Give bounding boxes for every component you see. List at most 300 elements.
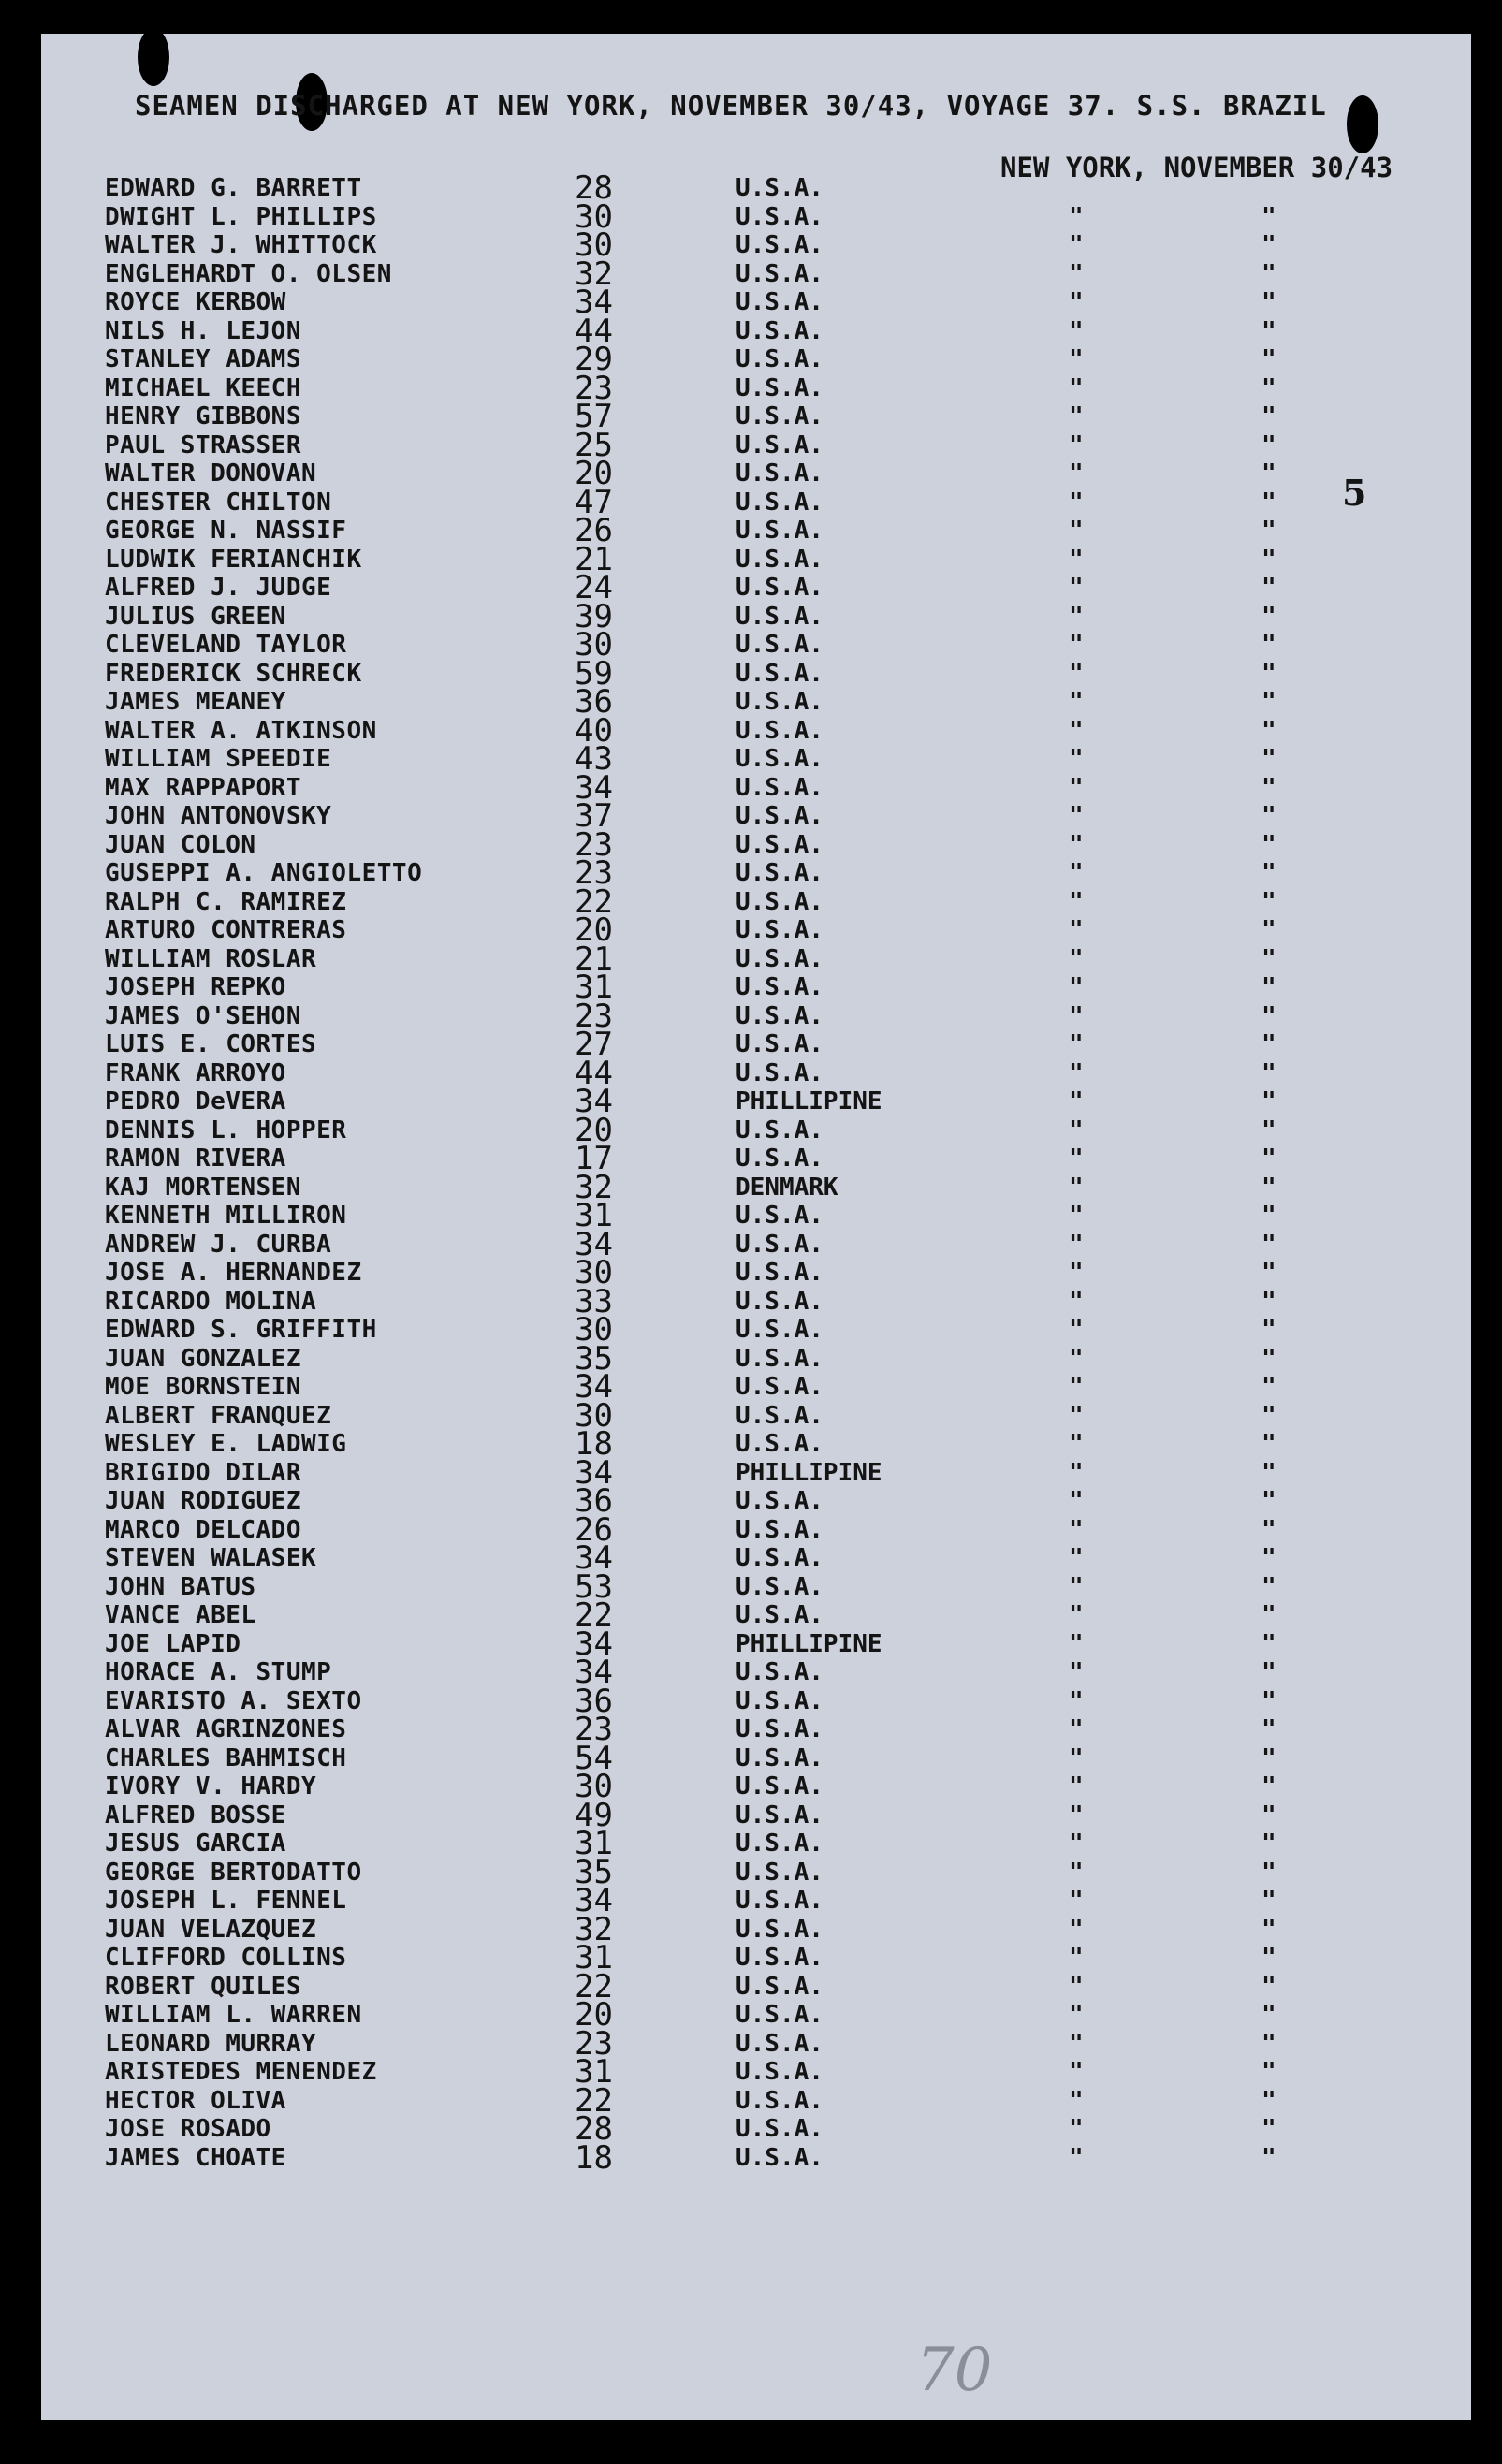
seaman-nationality: U.S.A. — [736, 688, 824, 716]
ditto-mark-place: " — [1069, 1658, 1084, 1686]
seaman-nationality: U.S.A. — [736, 1316, 824, 1344]
seaman-age: 22 — [575, 2081, 613, 2120]
document-page — [41, 34, 1471, 2420]
seaman-name: RAMON RIVERA — [105, 1145, 286, 1173]
seaman-name: JULIUS GREEN — [105, 602, 286, 631]
seaman-age: 36 — [575, 1482, 613, 1520]
ditto-mark-date: " — [1261, 430, 1276, 459]
seaman-age: 20 — [575, 455, 613, 492]
seaman-age: 31 — [575, 2053, 613, 2091]
ditto-mark-date: " — [1261, 1658, 1276, 1686]
seaman-nationality: U.S.A. — [736, 1030, 824, 1058]
seaman-nationality: U.S.A. — [736, 1344, 824, 1373]
ditto-mark-place: " — [1069, 944, 1084, 973]
ditto-mark-place: " — [1069, 1686, 1084, 1715]
ditto-mark-date: " — [1261, 602, 1276, 631]
ditto-mark-place: " — [1069, 2086, 1084, 2115]
seaman-name: JOSE A. HERNANDEZ — [105, 1259, 362, 1287]
seaman-age: 23 — [575, 997, 613, 1035]
seaman-nationality: U.S.A. — [736, 1915, 824, 1944]
ditto-mark-place: " — [1069, 1058, 1084, 1087]
ditto-mark-date: " — [1261, 459, 1276, 488]
ditto-mark-place: " — [1069, 916, 1084, 944]
seaman-name: HECTOR OLIVA — [105, 2086, 286, 2115]
ditto-mark-date: " — [1261, 1858, 1276, 1887]
ditto-mark-place: " — [1069, 602, 1084, 631]
punch-hole — [1347, 95, 1378, 153]
seaman-name: KENNETH MILLIRON — [105, 1202, 347, 1230]
seaman-age: 34 — [575, 1368, 613, 1406]
list-item — [41, 1026, 1471, 1063]
list-item — [41, 825, 1471, 864]
list-item — [41, 1768, 1471, 1805]
seaman-nationality: U.S.A. — [736, 1887, 824, 1915]
seaman-name: EVARISTO A. SEXTO — [105, 1686, 362, 1715]
seaman-name: WALTER J. WHITTOCK — [105, 231, 377, 259]
ditto-mark-place: " — [1069, 545, 1084, 574]
seaman-name: JUAN VELAZQUEZ — [105, 1915, 317, 1944]
seaman-age: 22 — [575, 882, 613, 921]
seaman-nationality: PHILLIPINE — [736, 1458, 882, 1487]
ditto-mark-place: " — [1069, 1544, 1084, 1572]
seaman-age: 30 — [575, 626, 613, 663]
seaman-nationality: U.S.A. — [736, 944, 824, 973]
seaman-nationality: U.S.A. — [736, 259, 824, 288]
list-item — [41, 226, 1471, 264]
seaman-nationality: U.S.A. — [736, 345, 824, 373]
handwritten-number: 70 — [916, 2336, 993, 2405]
seaman-age: 28 — [575, 2110, 613, 2148]
seaman-age: 34 — [575, 284, 613, 321]
seaman-name: ALVAR AGRINZONES — [105, 1715, 347, 1743]
seaman-nationality: U.S.A. — [736, 1715, 824, 1743]
seaman-nationality: U.S.A. — [736, 2086, 824, 2115]
ditto-mark-place: " — [1069, 1145, 1084, 1173]
list-item — [41, 1225, 1471, 1263]
seaman-nationality: U.S.A. — [736, 459, 824, 488]
list-item — [41, 1197, 1471, 1234]
list-item — [41, 398, 1471, 435]
seaman-age: 17 — [575, 1140, 613, 1177]
seaman-age: 18 — [575, 1425, 613, 1463]
seaman-name: STANLEY ADAMS — [105, 345, 301, 373]
ditto-mark-date: " — [1261, 1259, 1276, 1287]
ditto-mark-date: " — [1261, 1629, 1276, 1658]
seaman-name: JOSEPH L. FENNEL — [105, 1887, 347, 1915]
seaman-nationality: U.S.A. — [736, 659, 824, 688]
seaman-age: 31 — [575, 1939, 613, 1976]
seaman-age: 20 — [575, 1111, 613, 1149]
seaman-age: 32 — [575, 1910, 613, 1948]
list-item — [41, 197, 1471, 236]
list-item — [41, 1796, 1471, 1834]
ditto-mark-date: " — [1261, 1458, 1276, 1487]
ditto-mark-date: " — [1261, 1373, 1276, 1401]
list-item — [41, 1711, 1471, 1748]
ditto-mark-date: " — [1261, 2086, 1276, 2115]
seaman-nationality: PHILLIPINE — [736, 1087, 882, 1115]
ditto-mark-date: " — [1261, 1001, 1276, 1030]
seaman-nationality: U.S.A. — [736, 1972, 824, 2001]
ditto-mark-date: " — [1261, 1801, 1276, 1830]
seaman-nationality: U.S.A. — [736, 716, 824, 745]
seaman-nationality: PHILLIPINE — [736, 1629, 882, 1658]
ditto-mark-place: " — [1069, 1344, 1084, 1373]
ditto-mark-place: " — [1069, 459, 1084, 488]
seaman-nationality: U.S.A. — [736, 2058, 824, 2086]
ditto-mark-date: " — [1261, 1058, 1276, 1087]
ditto-mark-place: " — [1069, 1629, 1084, 1658]
list-item — [41, 997, 1471, 1035]
ditto-mark-date: " — [1261, 1030, 1276, 1058]
list-item — [41, 911, 1471, 949]
seaman-name: STEVEN WALASEK — [105, 1544, 317, 1572]
list-item — [41, 740, 1471, 778]
seaman-nationality: U.S.A. — [736, 2143, 824, 2172]
seamen-list — [41, 169, 1471, 2177]
seaman-age: 43 — [575, 740, 613, 778]
seaman-age: 57 — [575, 398, 613, 435]
ditto-mark-date: " — [1261, 1915, 1276, 1944]
seaman-name: NILS H. LEJON — [105, 316, 301, 345]
ditto-mark-date: " — [1261, 1544, 1276, 1572]
ditto-mark-place: " — [1069, 1830, 1084, 1858]
seaman-age: 26 — [575, 512, 613, 549]
seaman-nationality: U.S.A. — [736, 1858, 824, 1887]
seaman-name: GEORGE BERTODATTO — [105, 1858, 362, 1887]
seaman-name: WALTER A. ATKINSON — [105, 716, 377, 745]
ditto-mark-date: " — [1261, 1344, 1276, 1373]
seaman-name: JESUS GARCIA — [105, 1830, 286, 1858]
list-item — [41, 597, 1471, 635]
seaman-name: IVORY V. HARDY — [105, 1772, 317, 1801]
seaman-name: CLEVELAND TAYLOR — [105, 631, 347, 659]
ditto-mark-date: " — [1261, 1230, 1276, 1259]
ditto-mark-date: " — [1261, 745, 1276, 773]
list-item — [41, 1853, 1471, 1891]
seaman-nationality: U.S.A. — [736, 231, 824, 259]
list-item — [41, 1510, 1471, 1549]
seaman-name: ALBERT FRANQUEZ — [105, 1401, 332, 1430]
seaman-name: BRIGIDO DILAR — [105, 1458, 301, 1487]
seaman-nationality: U.S.A. — [736, 2029, 824, 2058]
seaman-name: ARTURO CONTRERAS — [105, 916, 347, 944]
seaman-nationality: U.S.A. — [736, 773, 824, 802]
seaman-age: 21 — [575, 940, 613, 978]
ditto-mark-date: " — [1261, 517, 1276, 545]
ditto-mark-date: " — [1261, 2058, 1276, 2086]
ditto-mark-date: " — [1261, 259, 1276, 288]
seaman-name: MOE BORNSTEIN — [105, 1373, 301, 1401]
ditto-mark-place: " — [1069, 430, 1084, 459]
seaman-name: WESLEY E. LADWIG — [105, 1430, 347, 1458]
seaman-nationality: U.S.A. — [736, 1287, 824, 1316]
ditto-mark-place: " — [1069, 887, 1084, 916]
seaman-name: JUAN COLON — [105, 830, 256, 859]
seaman-nationality: U.S.A. — [736, 1401, 824, 1430]
ditto-mark-place: " — [1069, 1915, 1084, 1944]
seaman-name: JOSE ROSADO — [105, 2115, 271, 2143]
list-item — [41, 768, 1471, 807]
seaman-age: 34 — [575, 768, 613, 807]
seaman-age: 26 — [575, 1510, 613, 1549]
seaman-nationality: U.S.A. — [736, 430, 824, 459]
ditto-mark-place: " — [1069, 1515, 1084, 1544]
seaman-age: 20 — [575, 1996, 613, 2034]
seaman-name: LUDWIK FERIANCHIK — [105, 545, 362, 574]
list-item — [41, 483, 1471, 521]
list-item — [41, 1625, 1471, 1663]
ditto-mark-place: " — [1069, 1373, 1084, 1401]
list-item — [41, 969, 1471, 1006]
seaman-name: EDWARD S. GRIFFITH — [105, 1316, 377, 1344]
seaman-nationality: U.S.A. — [736, 288, 824, 316]
ditto-mark-date: " — [1261, 1316, 1276, 1344]
seaman-name: MICHAEL KEECH — [105, 373, 301, 402]
list-item — [41, 312, 1471, 350]
list-item — [41, 369, 1471, 407]
seaman-age: 31 — [575, 969, 613, 1006]
ditto-mark-place: " — [1069, 1715, 1084, 1743]
ditto-mark-date: " — [1261, 1287, 1276, 1316]
ditto-mark-date: " — [1261, 288, 1276, 316]
seaman-age: 20 — [575, 911, 613, 949]
list-item — [41, 1339, 1471, 1378]
seaman-nationality: U.S.A. — [736, 574, 824, 602]
seaman-nationality: U.S.A. — [736, 2001, 824, 2029]
list-item — [41, 1254, 1471, 1291]
seaman-nationality: U.S.A. — [736, 1601, 824, 1629]
ditto-mark-place: " — [1069, 1030, 1084, 1058]
seaman-nationality: U.S.A. — [736, 1743, 824, 1772]
ditto-mark-date: " — [1261, 1173, 1276, 1202]
ditto-mark-place: " — [1069, 517, 1084, 545]
seaman-nationality: U.S.A. — [736, 2115, 824, 2143]
seaman-age: 34 — [575, 1625, 613, 1663]
seaman-age: 36 — [575, 1682, 613, 1720]
list-item — [41, 1654, 1471, 1691]
ditto-mark-date: " — [1261, 316, 1276, 345]
ditto-mark-date: " — [1261, 488, 1276, 517]
list-item — [41, 2110, 1471, 2148]
ditto-mark-place: " — [1069, 1173, 1084, 1202]
seaman-nationality: U.S.A. — [736, 631, 824, 659]
ditto-mark-date: " — [1261, 973, 1276, 1001]
list-item — [41, 1682, 1471, 1720]
ditto-mark-place: " — [1069, 659, 1084, 688]
ditto-mark-date: " — [1261, 1430, 1276, 1458]
seaman-nationality: U.S.A. — [736, 1115, 824, 1145]
seaman-age: 23 — [575, 825, 613, 864]
list-item — [41, 2024, 1471, 2063]
seaman-age: 34 — [575, 1453, 613, 1492]
ditto-mark-date: " — [1261, 1743, 1276, 1772]
seaman-age: 31 — [575, 1197, 613, 1234]
ditto-mark-place: " — [1069, 1601, 1084, 1629]
ditto-mark-place: " — [1069, 2143, 1084, 2172]
seaman-name: JOE LAPID — [105, 1629, 241, 1658]
ditto-mark-place: " — [1069, 1230, 1084, 1259]
ditto-mark-date: " — [1261, 944, 1276, 973]
seaman-nationality: U.S.A. — [736, 1686, 824, 1715]
ditto-mark-date: " — [1261, 659, 1276, 688]
seaman-nationality: U.S.A. — [736, 1430, 824, 1458]
seaman-name: ALFRED J. JUDGE — [105, 574, 332, 602]
list-item — [41, 654, 1471, 693]
ditto-mark-place: " — [1069, 259, 1084, 288]
ditto-mark-place: " — [1069, 1316, 1084, 1344]
punch-hole — [138, 34, 169, 86]
seaman-name: CHESTER CHILTON — [105, 488, 332, 517]
seaman-nationality: U.S.A. — [736, 1058, 824, 1087]
list-item — [41, 512, 1471, 549]
seaman-name: HORACE A. STUMP — [105, 1658, 332, 1686]
list-item — [41, 1482, 1471, 1520]
ditto-mark-date: " — [1261, 2115, 1276, 2143]
ditto-mark-place: " — [1069, 231, 1084, 259]
ditto-mark-date: " — [1261, 1972, 1276, 2001]
ditto-mark-place: " — [1069, 1287, 1084, 1316]
seaman-age: 30 — [575, 226, 613, 264]
ditto-mark-place: " — [1069, 373, 1084, 402]
seaman-age: 34 — [575, 1083, 613, 1120]
seaman-name: PAUL STRASSER — [105, 430, 301, 459]
seaman-age: 30 — [575, 1311, 613, 1349]
list-item — [41, 1825, 1471, 1862]
seaman-name: WILLIAM ROSLAR — [105, 944, 317, 973]
ditto-mark-place: " — [1069, 1887, 1084, 1915]
ditto-mark-place: " — [1069, 1430, 1084, 1458]
ditto-mark-date: " — [1261, 716, 1276, 745]
seaman-age: 33 — [575, 1282, 613, 1320]
ditto-mark-place: " — [1069, 973, 1084, 1001]
seaman-age: 39 — [575, 597, 613, 635]
ditto-mark-date: " — [1261, 802, 1276, 830]
seaman-nationality: U.S.A. — [736, 830, 824, 859]
ditto-mark-place: " — [1069, 773, 1084, 802]
list-item — [41, 683, 1471, 721]
seaman-name: RALPH C. RAMIREZ — [105, 887, 347, 916]
list-item — [41, 1168, 1471, 1206]
seaman-name: MAX RAPPAPORT — [105, 773, 301, 802]
seaman-age: 30 — [575, 197, 613, 236]
ditto-mark-place: " — [1069, 1944, 1084, 1972]
list-item — [41, 2081, 1471, 2120]
ditto-mark-place: " — [1069, 2058, 1084, 2086]
seaman-age: 28 — [575, 169, 613, 207]
list-item — [41, 1596, 1471, 1634]
list-item — [41, 1111, 1471, 1149]
list-item — [41, 1054, 1471, 1092]
ditto-mark-place: " — [1069, 1401, 1084, 1430]
list-item — [41, 1567, 1471, 1606]
list-item — [41, 1739, 1471, 1777]
ditto-mark-place: " — [1069, 716, 1084, 745]
seaman-nationality: U.S.A. — [736, 545, 824, 574]
seaman-nationality: U.S.A. — [736, 373, 824, 402]
ditto-mark-place: " — [1069, 1259, 1084, 1287]
ditto-mark-place: " — [1069, 345, 1084, 373]
ditto-mark-place: " — [1069, 1001, 1084, 1030]
seaman-nationality: U.S.A. — [736, 202, 824, 231]
seaman-age: 22 — [575, 1967, 613, 2005]
ditto-mark-place: " — [1069, 1743, 1084, 1772]
seaman-nationality: U.S.A. — [736, 916, 824, 944]
list-item — [41, 1967, 1471, 2005]
list-item — [41, 2138, 1471, 2177]
ditto-mark-date: " — [1261, 887, 1276, 916]
seaman-age: 49 — [575, 1796, 613, 1834]
seaman-age: 53 — [575, 1567, 613, 1606]
seaman-name: PEDRO DeVERA — [105, 1087, 286, 1115]
seaman-age: 31 — [575, 1825, 613, 1862]
seaman-name: JOHN ANTONOVSKY — [105, 802, 332, 830]
ditto-mark-date: " — [1261, 1944, 1276, 1972]
seaman-age: 44 — [575, 1054, 613, 1092]
list-item — [41, 1396, 1471, 1435]
list-item — [41, 1882, 1471, 1919]
ditto-mark-date: " — [1261, 1715, 1276, 1743]
ditto-mark-date: " — [1261, 1686, 1276, 1715]
seaman-nationality: U.S.A. — [736, 802, 824, 830]
list-item — [41, 1539, 1471, 1577]
ditto-mark-date: " — [1261, 859, 1276, 887]
seaman-name: GEORGE N. NASSIF — [105, 517, 347, 545]
seaman-age: 34 — [575, 1654, 613, 1691]
list-item — [41, 1140, 1471, 1177]
list-item — [41, 1083, 1471, 1120]
seaman-name: WILLIAM SPEEDIE — [105, 745, 332, 773]
seaman-nationality: U.S.A. — [736, 1772, 824, 1801]
ditto-mark-date: " — [1261, 2143, 1276, 2172]
seaman-age: 35 — [575, 1853, 613, 1891]
ditto-mark-date: " — [1261, 830, 1276, 859]
ditto-mark-date: " — [1261, 202, 1276, 231]
seaman-name: ROBERT QUILES — [105, 1972, 301, 2001]
seaman-name: JAMES CHOATE — [105, 2143, 286, 2172]
seaman-name: CHARLES BAHMISCH — [105, 1743, 347, 1772]
seaman-name: EDWARD G. BARRETT — [105, 174, 362, 202]
seaman-age: 27 — [575, 1026, 613, 1063]
seaman-nationality: U.S.A. — [736, 1830, 824, 1858]
ditto-mark-date: " — [1261, 1145, 1276, 1173]
seaman-name: ENGLEHARDT O. OLSEN — [105, 259, 392, 288]
seaman-name: FREDERICK SCHRECK — [105, 659, 362, 688]
seaman-name: FRANK ARROYO — [105, 1058, 286, 1087]
seaman-name: DWIGHT L. PHILLIPS — [105, 202, 377, 231]
seaman-nationality: U.S.A. — [736, 887, 824, 916]
seaman-nationality: U.S.A. — [736, 1145, 824, 1173]
seaman-nationality: U.S.A. — [736, 859, 824, 887]
seaman-name: VANCE ABEL — [105, 1601, 256, 1629]
seaman-name: MARCO DELCADO — [105, 1515, 301, 1544]
list-item — [41, 255, 1471, 293]
seaman-name: DENNIS L. HOPPER — [105, 1115, 347, 1145]
seaman-age: 22 — [575, 1596, 613, 1634]
seaman-nationality: U.S.A. — [736, 1944, 824, 1972]
list-item — [41, 1910, 1471, 1948]
seaman-name: HENRY GIBBONS — [105, 402, 301, 430]
ditto-mark-date: " — [1261, 1601, 1276, 1629]
seaman-nationality: U.S.A. — [736, 1202, 824, 1230]
ditto-mark-date: " — [1261, 574, 1276, 602]
seaman-nationality: U.S.A. — [736, 1001, 824, 1030]
list-item — [41, 1282, 1471, 1320]
ditto-mark-place: " — [1069, 288, 1084, 316]
seaman-age: 47 — [575, 483, 613, 521]
list-item — [41, 2053, 1471, 2091]
list-item — [41, 426, 1471, 464]
